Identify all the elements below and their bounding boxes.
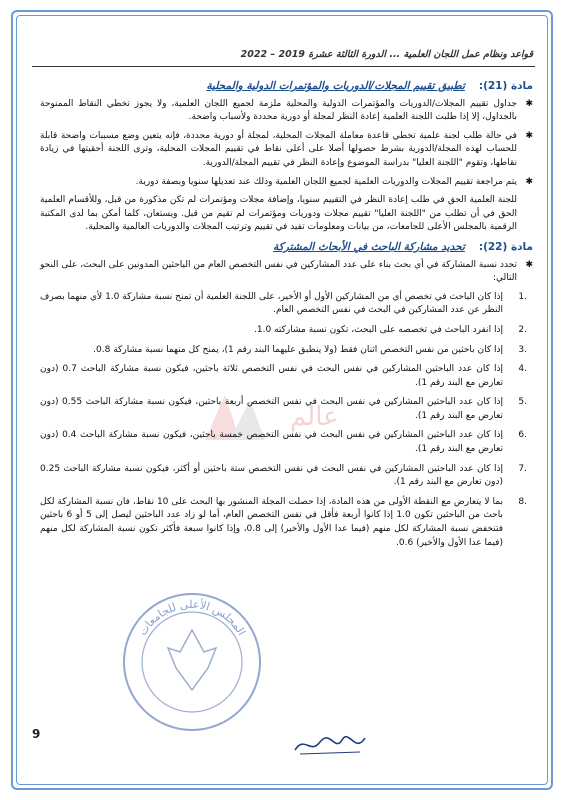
item-number: 5. bbox=[518, 397, 527, 408]
item-text: إذا كان عدد الباحثين المشاركين في نفس البحث في نفس التخصص أربعة باحثين، فيكون نسبة مشاركة الباحث 0.55 (دون تعارض مع البند رقم 1). bbox=[40, 397, 503, 421]
list-item bbox=[40, 429, 533, 456]
list-item bbox=[40, 324, 533, 338]
main-content bbox=[40, 80, 533, 556]
running-header: قواعد ونظام عمل اللجان العلمية ... الدورة الثالثة عشرة 2019 – 2022 bbox=[240, 49, 533, 60]
list-item bbox=[40, 463, 533, 490]
article-21-number: مادة (21): bbox=[478, 80, 533, 92]
list-item bbox=[40, 496, 533, 550]
item-number: 3. bbox=[518, 344, 527, 355]
article-21-bullet bbox=[40, 98, 533, 125]
bullet-text: يتم مراجعة تقييم المجلات والدوريات العلمية لجميع اللجان العلمية وذلك عند تعديلها سنويا وبصفة دورية. bbox=[135, 176, 517, 187]
article-22-intro bbox=[40, 259, 533, 286]
item-number: 6. bbox=[518, 430, 527, 441]
item-number: 4. bbox=[518, 364, 527, 375]
intro-text: تحدد نسبة المشاركة في أي بحث بناء على عدد المشاركين في نفس التخصص العام من الباحثين المدونين على البحث، على النحو التالي: bbox=[40, 259, 517, 284]
bullet-text: في حالة طلب لجنة علمية تخطي قاعدة معاملة المجلات المحلية، لمجلة أو دورية محددة، فإنه يتعين وضع مسببات واضحة قابلة للحساب لهذه المجلة/الدورية بشرط حصولها أصلا على أعلى نقاط في تقييم المجلات المحلية، وترى اللجنة أحقيتها في زيادة نقاطها، وتقوم "اللجنة العليا" بدراسة الموضوع وإعادة النظر في تقييم المجلة/الدورية. bbox=[40, 130, 517, 168]
item-text: إذا كان باحثين من نفس التخصص اثنان فقط (ولا ينطبق عليهما البند رقم 1)، يمنح كل منهما نسبة مشاركة 0.8. bbox=[93, 344, 503, 355]
list-item bbox=[40, 291, 533, 318]
article-21-bullet bbox=[40, 130, 533, 171]
signature bbox=[290, 730, 370, 760]
seal-text: المجلس الأعلى للجامعات bbox=[136, 597, 249, 638]
asterisk-bullet-icon: ✱ bbox=[525, 130, 533, 141]
list-item bbox=[40, 396, 533, 423]
item-text: إذا كان عدد الباحثين المشاركين في نفس البحث في نفس التخصص ستة باحثين أو أكثر، فيكون نسبة مشاركة الباحث 0.25 (دون تعارض مع البند رقم 1). bbox=[40, 463, 503, 488]
article-21-paragraph: للجنة العلمية الحق في طلب إعادة النظر في التقييم سنويا، وإضافة مجلات ومؤتمرات لم تكن مذكورة من قبل، وللأقسام العلمية الحق في أن تطلب من "اللجنة العليا" تقييم مجلات ودوريات ومؤتمرات لم تقيم من قبل. ويستعان، كلما أمكن بما لدى المكتبة الرقمية بالمجلس الأعلى للجامعات، من بيانات ومعلومات تفيد في تقييم وترتيب المجلات والدوريات العالمية والمحلية. bbox=[40, 195, 517, 233]
item-number: 8. bbox=[518, 496, 527, 507]
item-text: إذا كان عدد الباحثين المشاركين في نفس البحث في نفس التخصص ثلاثة باحثين، فيكون نسبة مشاركة الباحث 0.7 (دون تعارض مع البند رقم 1). bbox=[40, 364, 503, 388]
item-text: إذا انفرد الباحث في تخصصه على البحث، تكون نسبة مشاركته 1.0. bbox=[254, 324, 503, 335]
article-22-title: تحديد مشاركة الباحث في الأبحاث المشتركة bbox=[273, 240, 465, 253]
numbered-list bbox=[40, 291, 533, 551]
article-21-heading bbox=[40, 80, 533, 94]
asterisk-bullet-icon: ✱ bbox=[525, 98, 533, 109]
asterisk-bullet-icon: ✱ bbox=[525, 176, 533, 187]
item-number: 1. bbox=[518, 291, 527, 302]
page-number: 9 bbox=[32, 727, 41, 741]
official-seal bbox=[120, 590, 265, 735]
list-item bbox=[40, 363, 533, 390]
article-22-heading bbox=[40, 241, 533, 255]
item-text: إذا كان الباحث في تخصص أي من المشاركين الأول أو الأخير، على اللجنة العلمية أن تمنح نسبة مشاركة 1.0 لأي منهما بصرف النظر عن عدد المشاركين في البحث في نفس التخصص العام. bbox=[40, 291, 504, 316]
article-21-bullet bbox=[40, 176, 533, 190]
item-number: 7. bbox=[518, 463, 527, 474]
header-rule bbox=[32, 66, 535, 67]
article-22-number: مادة (22): bbox=[478, 240, 533, 253]
list-item bbox=[40, 344, 533, 358]
watermark-text: عالم bbox=[290, 402, 339, 432]
article-21-title: تطبيق تقييم المجلات/الدوريات والمؤتمرات الدولية والمحلية bbox=[206, 80, 465, 92]
bullet-text: جداول تقييم المجلات/الدوريات والمؤتمرات الدولية والمحلية ملزمة لجميع اللجان العلمية، ولا يجوز تخطي النقاط الممنوحة بالجداول، إلا إذا طلبت اللجنة العلمية إعادة النظر لمجلة أو دورية محددة ولأسباب واضحة. bbox=[40, 98, 517, 123]
item-text: بما لا يتعارض مع النقطة الأولى من هذه المادة، إذا حصلت المجلة المنشور بها البحث على 10 نقاط، فان نسبة المشاركة لكل باحث من الباحثين تكون 1.0 إذا كانوا أربعة فأقل في نفس التخصص العام، أما لو زاد عدد الباحثين ليصل إلى 5 أو 6 باحثين فتنخفض نسبة المشاركة لكل منهم (فيما عدا الأول والأخير) إلى 0.8، وإذا كانوا سبعة فأكثر تكون نسبة المشاركة لكل منهم (فيما عدا الأول والأخير) 0.6. bbox=[40, 496, 503, 548]
item-number: 2. bbox=[518, 324, 527, 335]
item-text: إذا كان عدد الباحثين المشاركين في نفس البحث في نفس التخصص خمسة باحثين، فيكون نسبة مشاركة الباحث 0.4 (دون تعارض مع البند رقم 1). bbox=[40, 430, 503, 455]
asterisk-bullet-icon: ✱ bbox=[525, 259, 533, 270]
